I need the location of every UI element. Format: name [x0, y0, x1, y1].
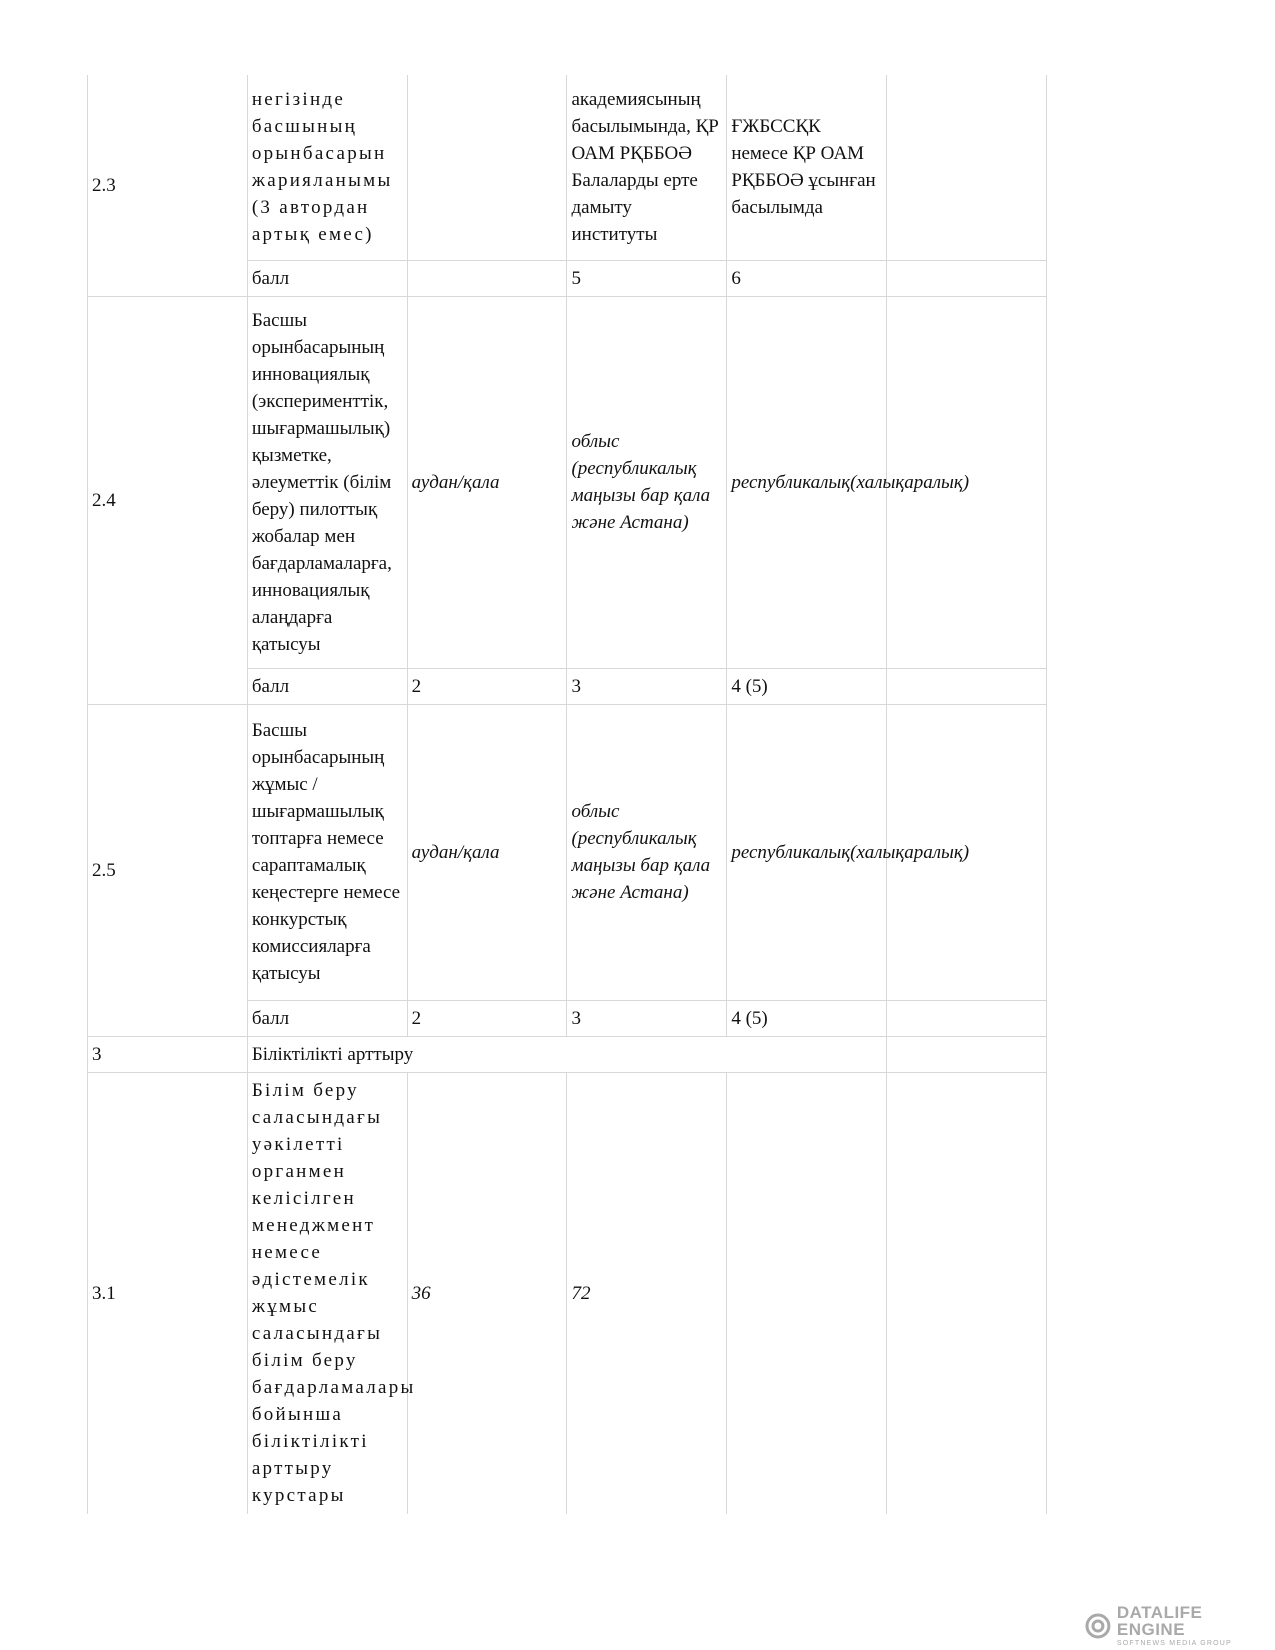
- table-row: [88, 75, 1047, 260]
- criteria-table: [87, 75, 1047, 1514]
- score-value: 2: [407, 668, 567, 704]
- score-label: балл: [247, 1000, 407, 1036]
- row-number: 2.3: [88, 75, 248, 296]
- table-row: [88, 1072, 1047, 1514]
- score-value: 3: [567, 668, 727, 704]
- score-value: 4 (5): [727, 1000, 887, 1036]
- criterion-cell: Басшы орынбасарының инновациялық (эксперименттік, шығармашылық) қызметке, әлеуметтік (білім беру) пилоттық жобалар мен бағдарламаларға, инновациялық алаңдарға қатысуы: [247, 296, 407, 668]
- score-value: 6: [727, 260, 887, 296]
- section-number: 3: [88, 1036, 248, 1072]
- empty-cell: [887, 1036, 1047, 1072]
- table-row: [88, 704, 1047, 1000]
- empty-cell: [887, 1072, 1047, 1514]
- criterion-cell: Басшы орынбасарының жұмыс / шығармашылық топтарға немесе сараптамалық кеңестерге немесе конкурстық комиссияларға қатысуы: [247, 704, 407, 1000]
- criterion-cell: негізінде басшының орынбасарын жарияланымы (3 автордан артық емес): [247, 75, 407, 260]
- datalife-watermark: [1085, 1604, 1275, 1647]
- hours-cell: 72: [567, 1072, 727, 1514]
- row-number: 2.5: [88, 704, 248, 1036]
- level-republic-cell: ҒЖБССҚК немесе ҚР ОАМ РҚББОӘ ұсынған басылымда: [727, 75, 887, 260]
- level-district-cell: аудан/қала: [407, 704, 567, 1000]
- score-label: балл: [247, 260, 407, 296]
- level-region-cell: академиясының басылымында, ҚР ОАМ РҚББОӘ Балаларды ерте дамыту институты: [567, 75, 727, 260]
- row-number: 2.4: [88, 296, 248, 704]
- empty-cell: [727, 1072, 887, 1514]
- watermark-title: DATALIFE ENGINE: [1116, 1603, 1203, 1639]
- score-value: 4 (5): [727, 668, 887, 704]
- criterion-cell: Білім беру саласындағы уәкілетті органмен келісілген менеджмент немесе әдістемелік жұмыс саласындағы білім беру бағдарламалары бойынша біліктілікті арттыру курстары: [247, 1072, 407, 1514]
- level-republic-cell: республикалық(халықаралық): [727, 704, 887, 1000]
- level-district-cell: аудан/қала: [407, 296, 567, 668]
- level-district-cell: [407, 75, 567, 260]
- table-row: [88, 1036, 1047, 1072]
- row-number: 3.1: [88, 1072, 248, 1514]
- level-region-cell: облыс (республикалық маңызы бар қала және Астана): [567, 296, 727, 668]
- empty-cell: [887, 668, 1047, 704]
- section-title: Біліктілікті арттыру: [247, 1036, 886, 1072]
- level-republic-cell: республикалық(халықаралық): [727, 296, 887, 668]
- datalife-logo-icon: [1085, 1613, 1111, 1639]
- hours-cell: 36: [407, 1072, 567, 1514]
- watermark-subtitle: SOFTNEWS MEDIA GROUP: [1116, 1640, 1232, 1647]
- empty-cell: [887, 1000, 1047, 1036]
- score-label: балл: [247, 668, 407, 704]
- score-value: 5: [567, 260, 727, 296]
- score-value: 3: [567, 1000, 727, 1036]
- empty-cell: [887, 260, 1047, 296]
- level-region-cell: облыс (республикалық маңызы бар қала және Астана): [567, 704, 727, 1000]
- score-value: 2: [407, 1000, 567, 1036]
- score-value: [407, 260, 567, 296]
- empty-cell: [887, 75, 1047, 260]
- table-row: [88, 296, 1047, 668]
